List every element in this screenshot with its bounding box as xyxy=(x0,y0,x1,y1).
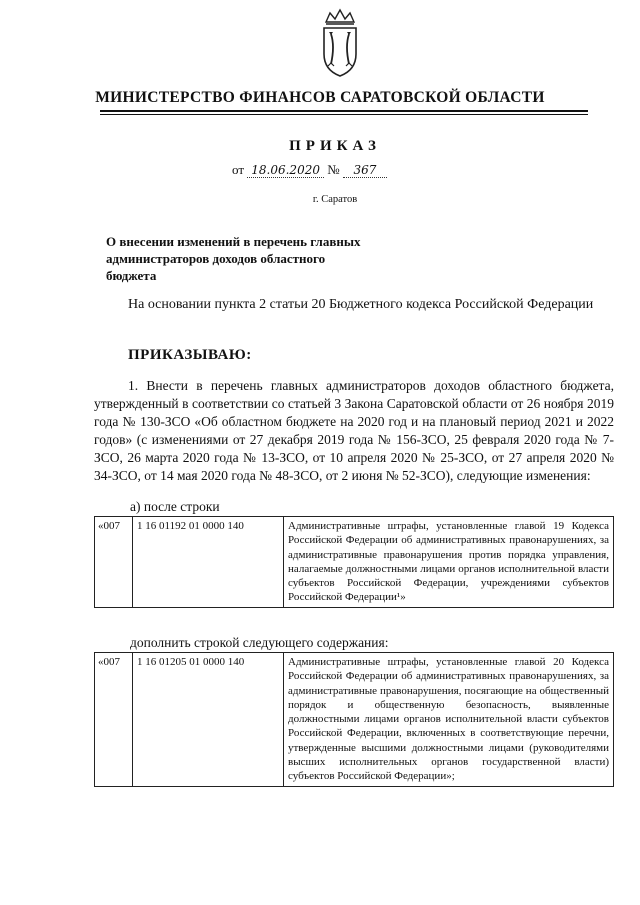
order-subject: О внесении изменений в перечень главных администраторов доходов областного бюджета xyxy=(106,234,361,283)
subparagraph-a: а) после строки xyxy=(130,499,220,514)
header-rule-thick xyxy=(100,110,588,112)
revenue-code-cell: 1 16 01205 01 0000 140 xyxy=(133,653,284,787)
amendment-table-new-row xyxy=(94,652,614,787)
saratov-coat-of-arms-icon xyxy=(318,8,362,78)
table-row xyxy=(95,517,614,608)
table-row xyxy=(95,653,614,787)
document-type: ПРИКАЗ xyxy=(289,138,381,154)
revenue-description-cell: Административные штрафы, установленные главой 19 Кодекса Российской Федерации об административных правонарушениях, за административные правонарушения против порядка управления, налагаемые должностными лицами органов исполнительной власти субъектов Российской Федерации, учреждениями субъектов Российской Федерации¹» xyxy=(284,517,614,608)
legal-basis-paragraph: На основании пункта 2 статьи 20 Бюджетного кодекса Российской Федерации xyxy=(128,297,594,312)
revenue-description-cell: Административные штрафы, установленные главой 20 Кодекса Российской Федерации об административных правонарушениях, за административные правонарушения, посягающие на общественный порядок и общественную безопасность, выявленные должностными лицами органов исполнительной власти субъектов Российской Федерации, включенных в соответствующие перечни, утвержденные высшими должностными лицами (руководителями высших исполнительных органов государственной власти) субъектов Российской Федерации»; xyxy=(284,653,614,787)
number-prefix: № xyxy=(327,162,340,177)
order-keyword: ПРИКАЗЫВАЮ: xyxy=(128,347,252,363)
amendment-table-existing-row xyxy=(94,516,614,608)
revenue-code-cell: 1 16 01192 01 0000 140 xyxy=(133,517,284,608)
handwritten-date: 18.06.2020 xyxy=(247,163,324,178)
admin-code-cell: «007 xyxy=(95,517,133,608)
header-rule-thin xyxy=(100,114,588,115)
paragraph-1: 1. Внести в перечень главных администраторов доходов областного бюджета, утвержденный в соответствии со статьей 3 Закона Саратовской области от 26 ноября 2019 года № 130-ЗСО «Об областном бюджете на 2020 год и на плановый период 2021 и 2022 годов» (с изменениями от 27 декабря 2019 года № 156-ЗСО, 25 февраля 2020 года № 7-ЗСО, 26 марта 2020 года № 13-ЗСО, от 10 апреля 2020 № 25-ЗСО, от 27 апреля 2020 № 34-ЗСО, от 14 мая 2020 года № 48-ЗСО, от 2 июня № 52-ЗСО), следующие изменения: xyxy=(94,378,614,483)
admin-code-cell: «007 xyxy=(95,653,133,787)
subparagraph-add-row: дополнить строкой следующего содержания: xyxy=(130,635,389,650)
date-number-line xyxy=(232,162,387,178)
date-prefix: от xyxy=(232,162,245,177)
handwritten-number: 367 xyxy=(343,163,387,178)
city-label: г. Саратов xyxy=(312,194,358,205)
ministry-title: МИНИСТЕРСТВО ФИНАНСОВ САРАТОВСКОЙ ОБЛАСТИ xyxy=(95,89,545,106)
